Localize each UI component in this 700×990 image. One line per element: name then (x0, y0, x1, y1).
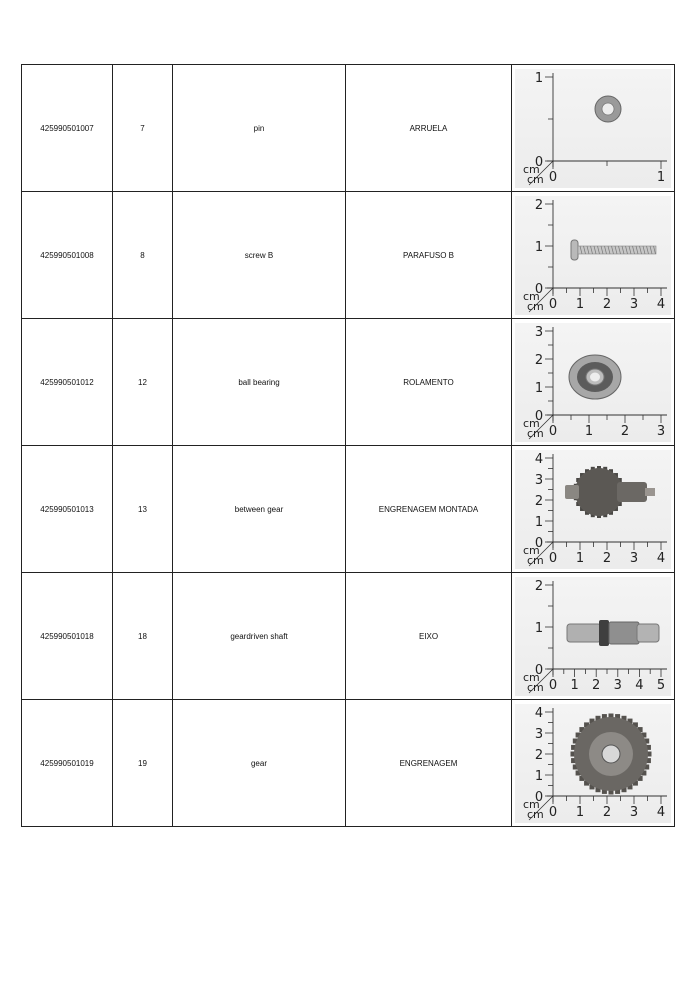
position-cell (113, 700, 173, 827)
y-tick-label: 1 (534, 768, 544, 784)
part-number-text: 425990501008 (40, 250, 94, 260)
x-tick-label: 3 (629, 296, 639, 312)
y-tick-label: 0 (534, 789, 544, 805)
position-text: 18 (138, 631, 147, 641)
x-tick-label: 1 (570, 677, 579, 693)
y-tick-label: 0 (534, 281, 544, 297)
y-tick-label: 2 (534, 747, 544, 763)
x-tick-label: 2 (620, 423, 630, 439)
part-photo (515, 450, 671, 569)
gear-photo (571, 713, 652, 794)
part-image-cell (512, 573, 675, 700)
part-number-cell (22, 192, 113, 319)
part-image-cell (512, 65, 675, 192)
x-tick-label: 3 (629, 550, 639, 566)
description-pt-text: ENGRENAGEM (399, 758, 458, 768)
position-text: 7 (140, 123, 145, 133)
description-en-cell (173, 573, 346, 700)
x-tick-label: 2 (602, 296, 612, 312)
x-tick-label: 1 (656, 169, 666, 185)
shaft-photo (567, 620, 659, 646)
description-pt-cell (346, 65, 512, 192)
part-image-cell (512, 319, 675, 446)
y-tick-label: 3 (534, 726, 544, 742)
part-number-cell (22, 573, 113, 700)
y-tick-label: 0 (534, 662, 544, 678)
description-en-text: geardriven shaft (230, 631, 288, 641)
x-tick-label: 0 (548, 423, 558, 439)
position-text: 8 (140, 250, 145, 260)
between-gear-photo (565, 466, 655, 518)
unit-label-x: cm (527, 807, 544, 821)
parts-table (21, 64, 675, 827)
position-text: 12 (138, 377, 147, 387)
x-tick-label: 2 (602, 804, 612, 820)
unit-label-y: cm (523, 416, 540, 430)
description-en-text: screw B (244, 250, 274, 260)
y-tick-label: 2 (534, 197, 544, 213)
description-pt-cell (346, 319, 512, 446)
table-row (22, 573, 675, 700)
description-pt-cell (346, 192, 512, 319)
part-photo (515, 577, 671, 696)
position-cell (113, 319, 173, 446)
position-text: 19 (138, 758, 147, 768)
x-tick-label: 1 (575, 550, 585, 566)
x-tick-label: 0 (548, 804, 558, 820)
ball-bearing-photo (569, 355, 621, 399)
description-en-text: between gear (234, 504, 284, 514)
position-cell (113, 192, 173, 319)
part-number-text: 425990501012 (40, 377, 94, 387)
part-number-cell (22, 446, 113, 573)
part-number-cell (22, 319, 113, 446)
x-tick-label: 1 (584, 423, 594, 439)
part-image-cell (512, 192, 675, 319)
unit-label-x: cm (527, 426, 544, 440)
description-en-text: ball bearing (238, 377, 280, 387)
x-tick-label: 0 (548, 677, 558, 693)
description-pt-cell (346, 700, 512, 827)
unit-label-y: cm (523, 289, 540, 303)
table-row (22, 319, 675, 446)
part-photo (515, 69, 671, 188)
description-pt-text: PARAFUSO B (403, 250, 454, 260)
parts-table-body (22, 65, 675, 827)
unit-label-x: cm (527, 680, 544, 694)
description-en-cell (173, 700, 346, 827)
y-tick-label: 2 (534, 352, 544, 368)
unit-label-x: cm (527, 299, 544, 313)
x-tick-label: 2 (592, 677, 601, 693)
y-tick-label: 1 (534, 620, 544, 636)
description-en-cell (173, 192, 346, 319)
y-tick-label: 1 (534, 239, 544, 255)
y-tick-label: 1 (534, 514, 544, 530)
x-tick-label: 3 (656, 423, 666, 439)
y-tick-label: 4 (534, 705, 544, 721)
description-en-text: gear (250, 758, 267, 768)
x-tick-label: 2 (602, 550, 612, 566)
y-tick-label: 4 (534, 451, 544, 467)
x-tick-label: 0 (548, 169, 558, 185)
table-row (22, 65, 675, 192)
unit-label-y: cm (523, 162, 540, 176)
y-tick-label: 0 (534, 154, 544, 170)
x-tick-label: 0 (548, 550, 558, 566)
part-number-cell (22, 65, 113, 192)
part-image-cell (512, 700, 675, 827)
y-tick-label: 2 (534, 578, 544, 594)
description-pt-cell (346, 446, 512, 573)
x-tick-label: 4 (656, 550, 666, 566)
part-number-text: 425990501007 (40, 123, 94, 133)
ruler (523, 71, 667, 186)
ruler (523, 198, 667, 313)
part-number-text: 425990501013 (40, 504, 94, 514)
y-tick-label: 3 (534, 324, 544, 340)
part-image-cell (512, 446, 675, 573)
part-photo (515, 323, 671, 442)
part-number-cell (22, 700, 113, 827)
x-tick-label: 4 (635, 677, 644, 693)
table-row (22, 700, 675, 827)
y-tick-label: 0 (534, 408, 544, 424)
part-photo (515, 704, 671, 823)
screw-photo (571, 240, 656, 260)
description-pt-text: EIXO (418, 631, 439, 641)
y-tick-label: 2 (534, 493, 544, 509)
x-tick-label: 3 (629, 804, 639, 820)
y-tick-label: 1 (534, 70, 544, 86)
x-tick-label: 1 (575, 296, 585, 312)
unit-label-y: cm (523, 670, 540, 684)
position-cell (113, 65, 173, 192)
y-tick-label: 3 (534, 472, 544, 488)
unit-label-y: cm (523, 543, 540, 557)
unit-label-y: cm (523, 797, 540, 811)
x-tick-label: 4 (656, 804, 666, 820)
table-row (22, 192, 675, 319)
description-en-cell (173, 65, 346, 192)
part-number-text: 425990501019 (40, 758, 94, 768)
y-tick-label: 1 (534, 380, 544, 396)
description-pt-text: ENGRENAGEM MONTADA (378, 504, 479, 514)
washer-photo (595, 96, 621, 122)
description-en-text: pin (253, 123, 265, 133)
x-tick-label: 0 (548, 296, 558, 312)
description-en-cell (173, 319, 346, 446)
x-tick-label: 3 (613, 677, 622, 693)
position-text: 13 (138, 504, 147, 514)
position-cell (113, 446, 173, 573)
y-tick-label: 0 (534, 535, 544, 551)
description-pt-text: ROLAMENTO (403, 377, 454, 387)
x-tick-label: 5 (656, 677, 666, 693)
position-cell (113, 573, 173, 700)
unit-label-x: cm (527, 172, 544, 186)
part-number-text: 425990501018 (40, 631, 94, 641)
x-tick-label: 4 (656, 296, 666, 312)
unit-label-x: cm (527, 553, 544, 567)
part-photo (515, 196, 671, 315)
description-pt-cell (346, 573, 512, 700)
description-en-cell (173, 446, 346, 573)
description-pt-text: ARRUELA (409, 123, 448, 133)
table-row (22, 446, 675, 573)
x-tick-label: 1 (575, 804, 585, 820)
